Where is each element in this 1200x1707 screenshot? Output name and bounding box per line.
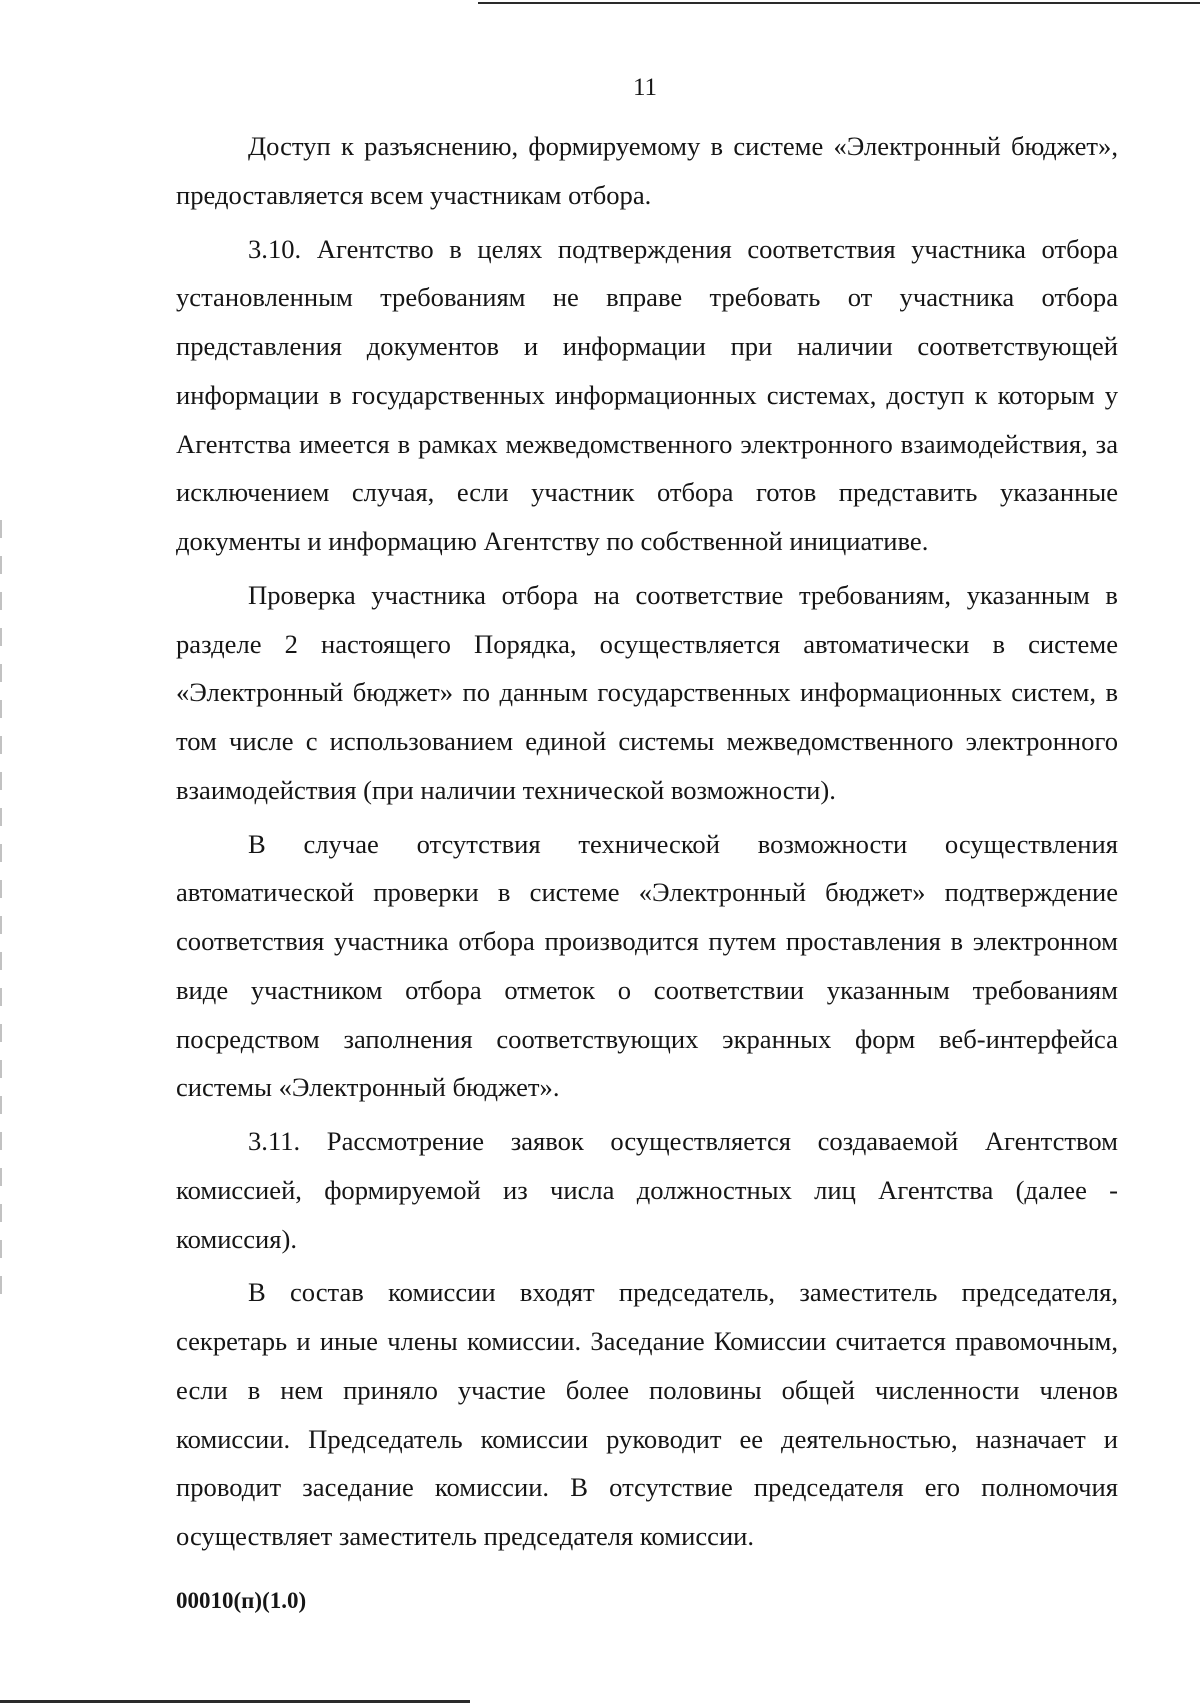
page-number: 11 <box>632 74 658 101</box>
paragraph-automatic-check: Проверка участника отбора на соответствие требованиям, указанным в разделе 2 настоящего Порядка, осуществляется автоматически в системе «Электронный бюджет» по данным государственных информационных систем, в том числе с использованием единой системы межведомственного электронного взаимодействия (при наличии технической возможности). <box>176 579 1118 805</box>
left-scan-edge <box>0 520 2 1300</box>
paragraph-manual-confirmation: В случае отсутствия технической возможности осуществления автоматической проверки в системе «Электронный бюджет» подтверждение соответствия участника отбора производится путем проставления в электронном виде участником отбора отметок о соответствии указанным требованиям посредством заполнения соответствующих экранных форм веб-интерфейса системы «Электронный бюджет». <box>176 828 1118 1103</box>
document-body <box>176 122 1118 1561</box>
bottom-scan-rule <box>0 1700 470 1703</box>
paragraph-3-11: 3.11. Рассмотрение заявок осуществляется создаваемой Агентством комиссией, формируемой из числа должностных лиц Агентства (далее - комиссия). <box>176 1126 1118 1254</box>
footer-document-code: 00010(п)(1.0) <box>176 1588 307 1613</box>
paragraph-commission-composition: В состав комиссии входят председатель, заместитель председателя, секретарь и иные члены комиссии. Заседание Комиссии считается правомочным, если в нем приняло участие более половины общей численности членов комиссии. Председатель комиссии руководит ее деятельностью, назначает и проводит заседание комиссии. В отсутствие председателя его полномочия осуществляет заместитель председателя комиссии. <box>176 1277 1118 1551</box>
paragraph-3-10: 3.10. Агентство в целях подтверждения соответствия участника отбора установленным требованиям не вправе требовать от участника отбора представления документов и информации при наличии соответствующей информации в государственных информационных системах, доступ к которым у Агентства имеется в рамках межведомственного электронного взаимодействия, за исключением случая, если участник отбора готов представить указанные документы и информацию Агентству по собственной инициативе. <box>176 233 1118 556</box>
top-scan-rule <box>478 2 1200 4</box>
paragraph-access-clarification: Доступ к разъяснению, формируемому в системе «Электронный бюджет», предоставляется всем участникам отбора. <box>176 131 1118 210</box>
